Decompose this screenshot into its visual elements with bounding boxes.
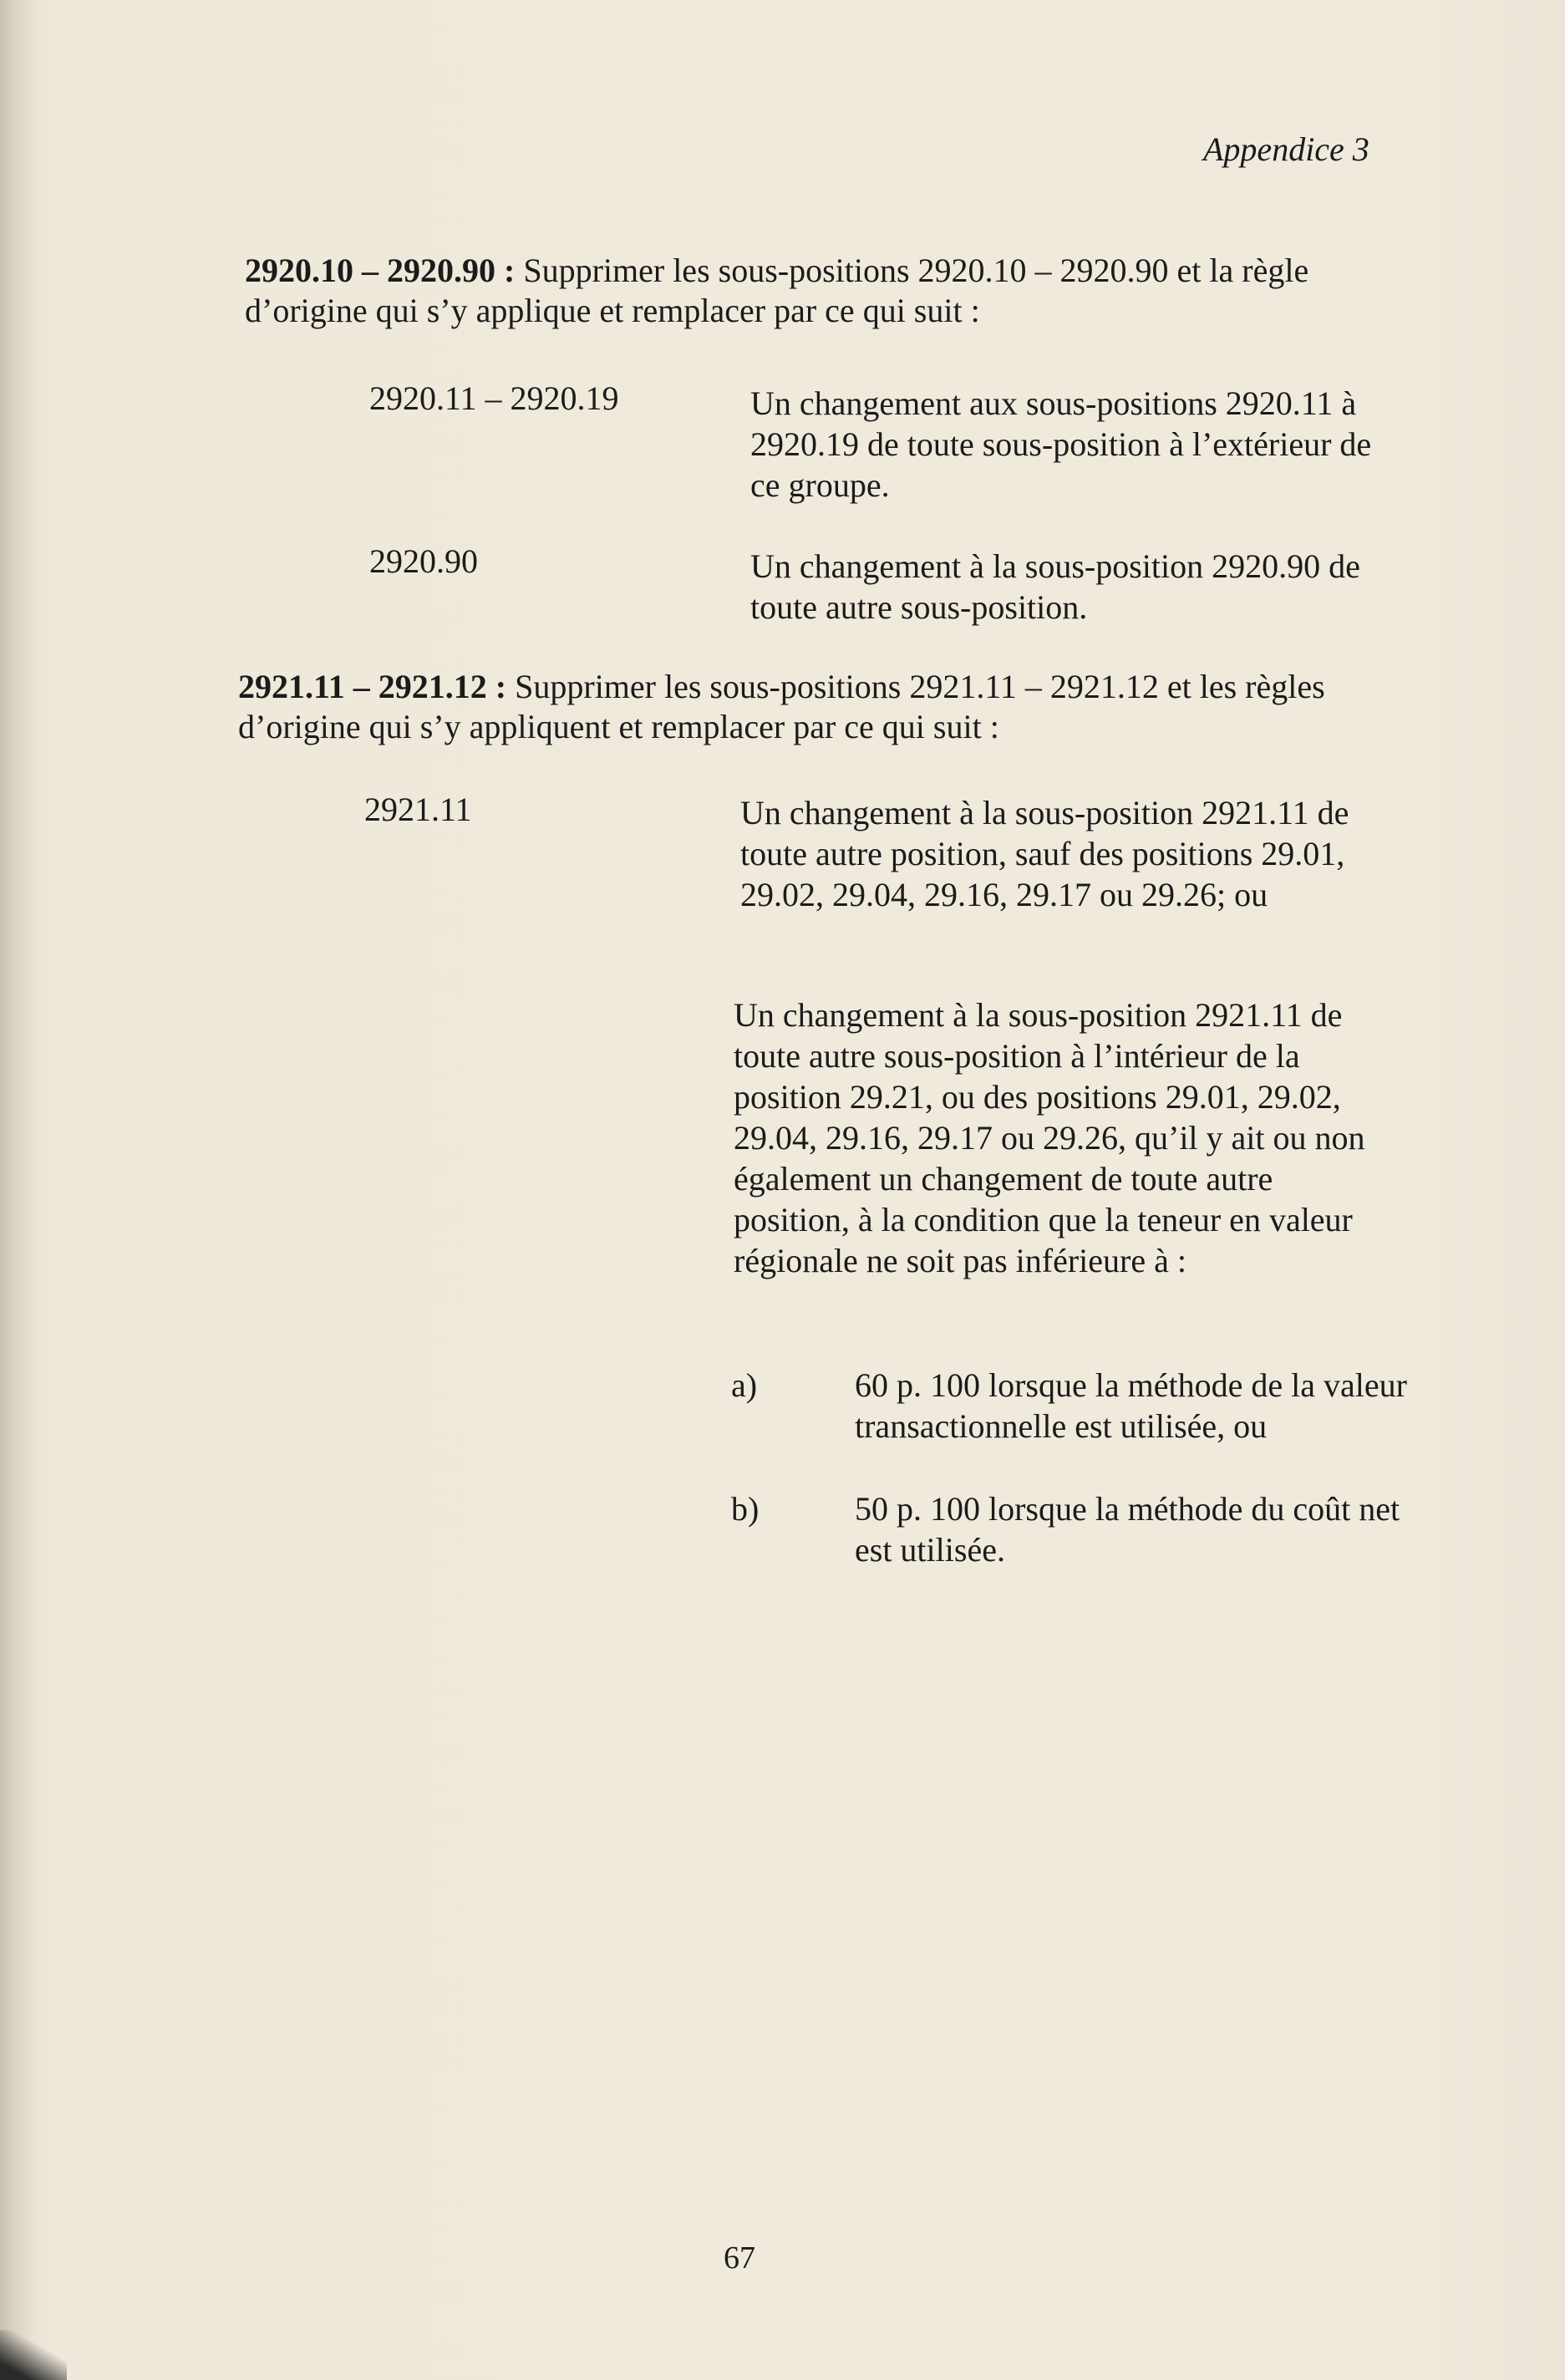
item-text-a: 60 p. 100 lorsque la méthode de la valeur transactionnelle est utilisée, ou [855,1366,1407,1445]
item-text-b: 50 p. 100 lorsque la méthode du coût net est utilisée. [855,1490,1400,1569]
page-number: 67 [724,2240,755,2276]
rule-2920-11: Un changement aux sous-positions 2920.11 à 2920.19 de toute sous-position à l’extérieur de ce groupe. [750,384,1372,504]
section-2-instruction [238,667,1425,747]
item-letter-b: b) [731,1490,760,1528]
item-letter-a: a) [731,1366,758,1404]
section-2-text: Supprimer les sous-positions 2921.11 – 2921.12 et les règles d’origine qui s’y appliquent et remplacer par ce qui suit : [238,668,1325,745]
book-spine-shadow [0,0,35,2380]
section-1-instruction [245,251,1431,331]
corner-shadow [0,2330,67,2380]
rule-2921-11-second: Un changement à la sous-position 2921.11 de toute autre sous-position à l’intérieur de la position 29.21, ou des positions 29.01, 29.02, 29.04, 29.16, 29.17 ou 29.26, qu’il y ait ou non également un changement de toute autre position, à la condition que la teneur en valeur régionale ne soit pas inférieure à : [734,996,1365,1279]
section-1-text: Supprimer les sous-positions 2920.10 – 2920.90 et la règle d’origine qui s’y applique et remplacer par ce qui suit : [245,252,1309,329]
section-1-heading: 2920.10 – 2920.90 : [245,252,516,289]
rule-2920-90: Un changement à la sous-position 2920.90 de toute autre sous-position. [750,547,1360,626]
tariff-code-2921-11: 2921.11 [364,791,472,828]
rule-2921-11-first: Un changement à la sous-position 2921.11 de toute autre position, sauf des positions 29.01, 29.02, 29.04, 29.16, 29.17 ou 29.26; ou [740,794,1349,913]
tariff-code-2920-90: 2920.90 [369,542,478,580]
tariff-code-2920-11: 2920.11 – 2920.19 [369,379,619,417]
running-header: Appendice 3 [1203,130,1369,168]
section-2-heading: 2921.11 – 2921.12 : [238,668,507,705]
